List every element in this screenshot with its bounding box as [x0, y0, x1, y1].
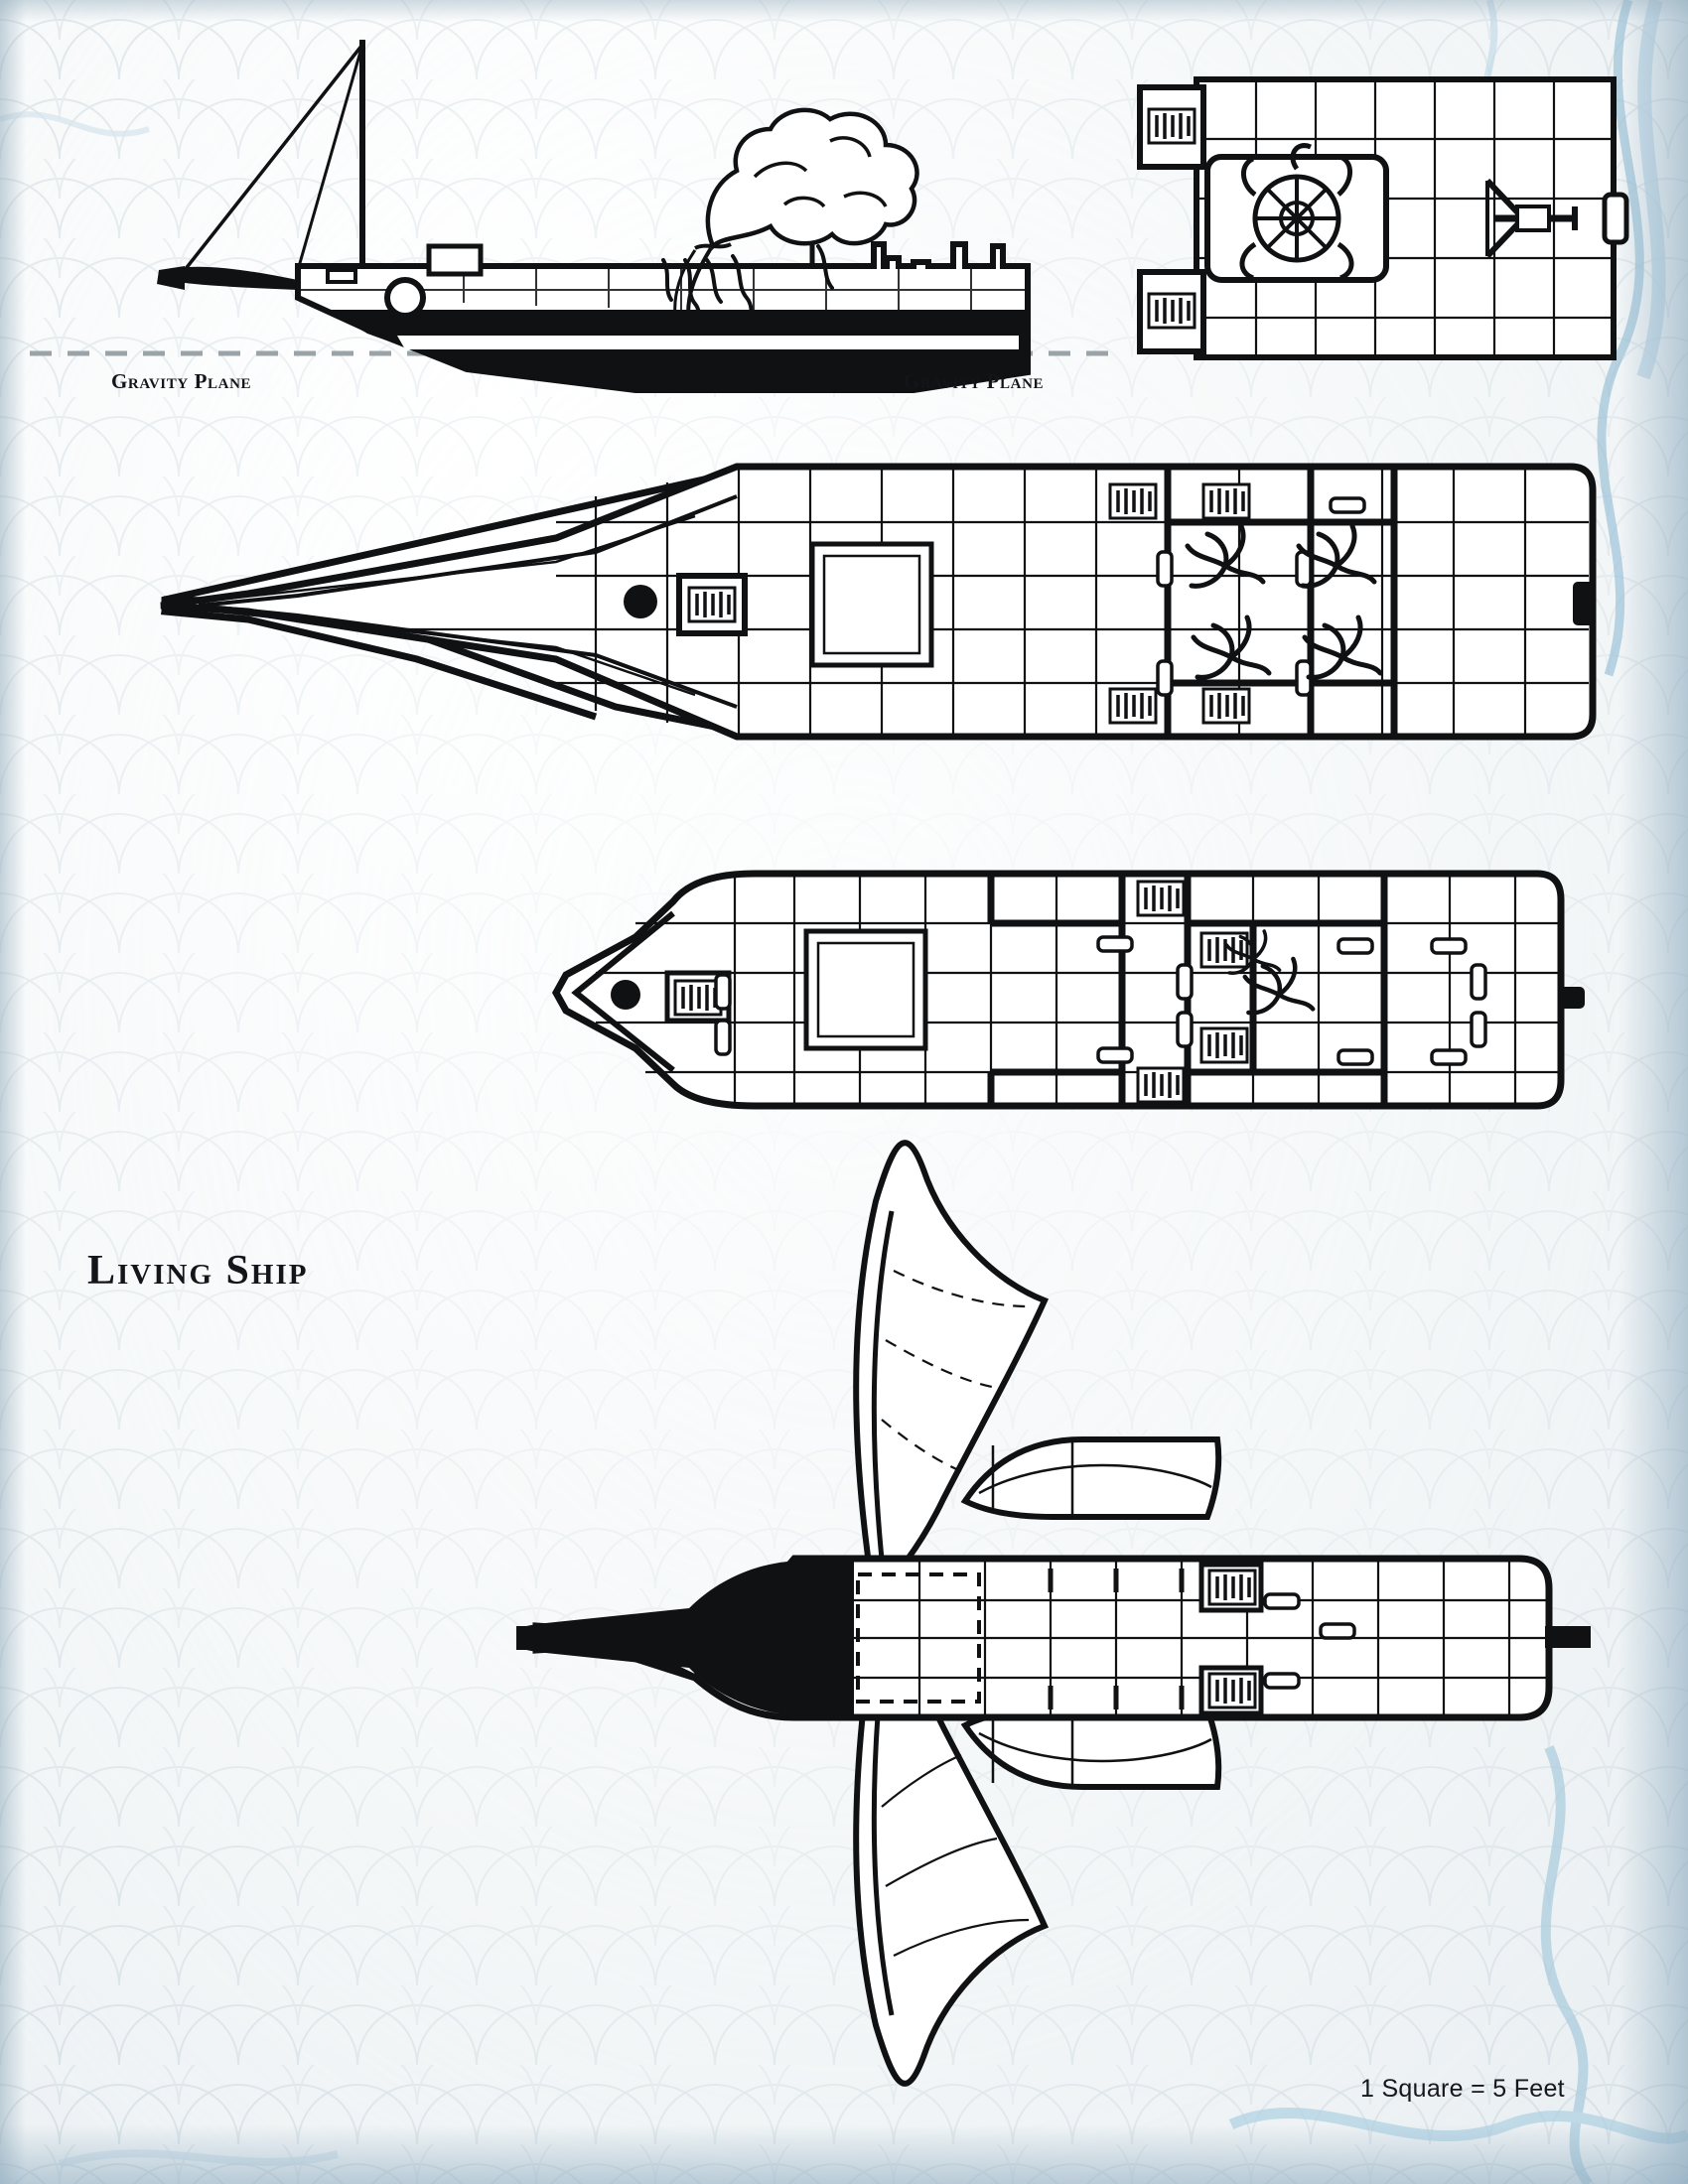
- ladder-icon[interactable]: [1138, 1068, 1184, 1102]
- ladder-icon[interactable]: [1203, 689, 1249, 723]
- stay-2: [298, 45, 362, 270]
- stern-hatch[interactable]: [1605, 195, 1626, 242]
- deckhouse: [429, 246, 481, 274]
- door-icon[interactable]: [1265, 1594, 1299, 1608]
- gravity-plane-label-right: Gravity Plane: [904, 369, 1045, 393]
- capstan-icon[interactable]: [624, 585, 657, 618]
- ladder-icon[interactable]: [1110, 484, 1156, 518]
- view-keel-wings: [516, 1143, 1591, 2084]
- view-main-deck: [161, 467, 1595, 739]
- hull-white-stripe: [397, 336, 1019, 349]
- ladder-icon[interactable]: [1203, 484, 1249, 518]
- door-icon[interactable]: [1098, 1048, 1132, 1062]
- wing-upper-small: [965, 1439, 1218, 1517]
- door-icon[interactable]: [1432, 939, 1466, 953]
- wing-lower-small: [965, 1709, 1218, 1787]
- keel-stern-nub: [1545, 1626, 1591, 1648]
- bowsprit-tip: [157, 266, 185, 290]
- gravity-plane-label-left: Gravity Plane: [111, 369, 252, 393]
- forestay: [185, 45, 362, 270]
- stern-hatch[interactable]: [1573, 582, 1595, 625]
- door-icon[interactable]: [1472, 1013, 1485, 1046]
- ladder-icon[interactable]: [1149, 109, 1195, 143]
- door-icon[interactable]: [716, 975, 730, 1009]
- view-lower-deck: [556, 874, 1585, 1106]
- door-icon[interactable]: [1331, 498, 1364, 512]
- door-icon[interactable]: [1472, 965, 1485, 999]
- scale-note: 1 Square = 5 Feet: [1360, 2075, 1565, 2103]
- view-aft-section: [1140, 79, 1626, 357]
- keel-spike: [516, 1626, 655, 1650]
- ladder-icon[interactable]: [675, 981, 721, 1015]
- view-side-elevation: [30, 40, 1112, 390]
- door-icon[interactable]: [1338, 1050, 1372, 1064]
- door-icon[interactable]: [1178, 965, 1192, 999]
- ladder-icon[interactable]: [1201, 1028, 1247, 1062]
- capstan-icon[interactable]: [611, 980, 640, 1010]
- door-icon[interactable]: [1432, 1050, 1466, 1064]
- door-icon[interactable]: [1321, 1624, 1354, 1638]
- ladder-icon[interactable]: [1138, 882, 1184, 915]
- ladder-icon[interactable]: [1209, 1674, 1255, 1707]
- door-icon[interactable]: [1158, 552, 1172, 586]
- door-icon[interactable]: [1098, 937, 1132, 951]
- capstan: [387, 280, 423, 316]
- door-icon[interactable]: [1265, 1674, 1299, 1688]
- ladder-icon[interactable]: [689, 588, 735, 621]
- wing-upper-large: [856, 1143, 1045, 1598]
- bowsprit: [177, 267, 298, 290]
- hatch-icon[interactable]: [812, 544, 931, 665]
- forward-rail: [328, 270, 355, 282]
- hatch-icon[interactable]: [806, 931, 925, 1048]
- stern-nub: [1559, 987, 1585, 1009]
- page-title: Living Ship: [87, 1248, 309, 1294]
- door-icon[interactable]: [1338, 939, 1372, 953]
- door-icon[interactable]: [1158, 661, 1172, 695]
- door-icon[interactable]: [716, 1021, 730, 1054]
- ladder-icon[interactable]: [1110, 689, 1156, 723]
- ladder-icon[interactable]: [1209, 1570, 1255, 1604]
- door-icon[interactable]: [1178, 1013, 1192, 1046]
- ladder-icon[interactable]: [1149, 294, 1195, 328]
